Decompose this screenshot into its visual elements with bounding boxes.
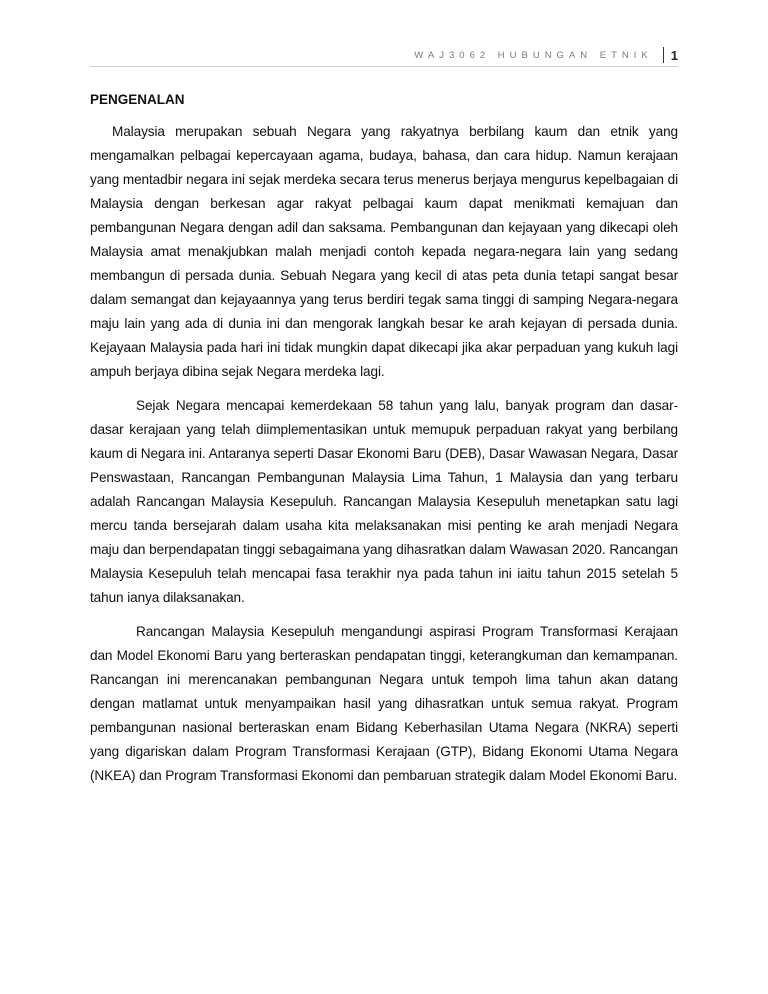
- header-title: WAJ3062 HUBUNGAN ETNIK: [414, 50, 653, 61]
- page-header: [90, 44, 678, 67]
- paragraph-1: Malaysia merupakan sebuah Negara yang rakyatnya berbilang kaum dan etnik yang mengamalkan pelbagai kepercayaan agama, budaya, bahasa, dan cara hidup. Namun kerajaan yang mentadbir negara ini sejak merdeka secara terus menerus berjaya mengurus kepelbagaian di Malaysia dengan berkesan agar rakyat pelbagai kaum dapat menikmati kemajuan dan pembangunan Negara dengan adil dan saksama. Pembangunan dan kejayaan yang dikecapi oleh Malaysia amat menakjubkan malah menjadi contoh kepada negara-negara lain yang sedang membangun di persada dunia. Sebuah Negara yang kecil di atas peta dunia tetapi sangat besar dalam semangat dan kejayaannya yang terus berdiri tegak sama tinggi di samping Negara-negara maju lain yang ada di dunia ini dan mengorak langkah besar ke arah kejayan di persada dunia. Kejayaan Malaysia pada hari ini tidak mungkin dapat dikecapi jika akar perpaduan yang kukuh lagi ampuh berjaya dibina sejak Negara merdeka lagi.: [90, 124, 678, 379]
- header-separator: [663, 47, 664, 63]
- paragraph-2: Sejak Negara mencapai kemerdekaan 58 tahun yang lalu, banyak program dan dasar-dasar kerajaan yang telah diimplementasikan untuk memupuk perpaduan rakyat yang berbilang kaum di Negara ini. Antaranya seperti Dasar Ekonomi Baru (DEB), Dasar Wawasan Negara, Dasar Penswastaan, Rancangan Pembangunan Malaysia Lima Tahun, 1 Malaysia dan yang terbaru adalah Rancangan Malaysia Kesepuluh. Rancangan Malaysia Kesepuluh menetapkan satu lagi mercu tanda bersejarah dalam usaha kita melaksanakan misi penting ke arah menjadi Negara maju dan berpendapatan tinggi sebagaimana yang dihasratkan dalam Wawasan 2020. Rancangan Malaysia Kesepuluh telah mencapai fasa terakhir nya pada tahun ini iaitu tahun 2015 setelah 5 tahun ianya dilaksanakan.: [90, 398, 678, 605]
- document-body: [90, 90, 678, 798]
- paragraph-3: Rancangan Malaysia Kesepuluh mengandungi aspirasi Program Transformasi Kerajaan dan Model Ekonomi Baru yang berteraskan pendapatan tinggi, keterangkuman dan kemampanan. Rancangan ini merencanakan pembangunan Negara untuk tempoh lima tahun akan datang dengan matlamat untuk menyampaikan hasil yang dihasratkan untuk semua rakyat. Program pembangunan nasional berteraskan enam Bidang Keberhasilan Utama Negara (NKRA) seperti yang digariskan dalam Program Transformasi Kerajaan (GTP), Bidang Ekonomi Utama Negara (NKEA) dan Program Transformasi Ekonomi dan pembaruan strategik dalam Model Ekonomi Baru.: [90, 624, 678, 783]
- page-number: 1: [670, 48, 678, 63]
- section-title: PENGENALAN: [90, 92, 185, 107]
